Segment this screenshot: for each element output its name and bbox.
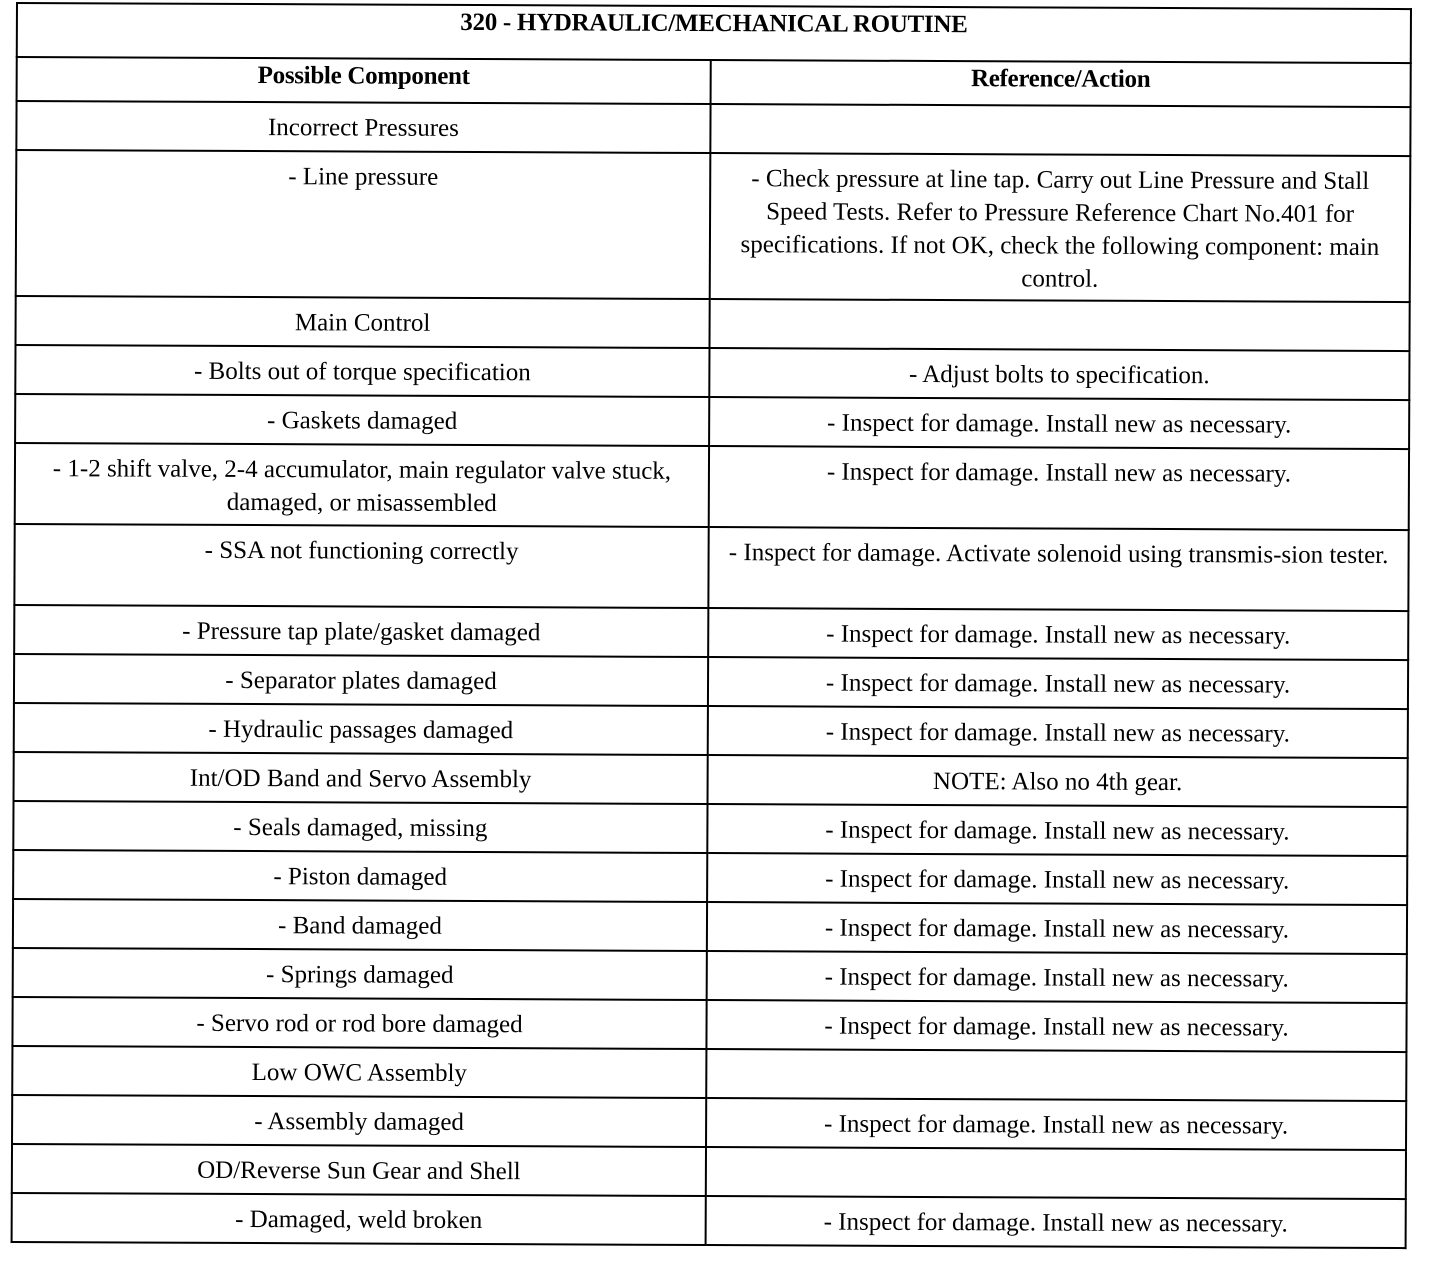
table-row [16,296,1410,351]
component-cell: - 1-2 shift valve, 2-4 accumulator, main regulator valve stuck, damaged, or misassembled [15,443,709,527]
action-cell: - Inspect for damage. Install new as necessary. [708,657,1408,709]
table-row [14,703,1408,758]
component-cell: - Pressure tap plate/gasket damaged [14,605,708,657]
action-cell: - Inspect for damage. Install new as necessary. [706,1098,1406,1150]
action-cell: - Inspect for damage. Install new as necessary. [707,804,1407,856]
routine-table [11,2,1412,1249]
table-row [13,899,1407,954]
table-row [12,1095,1406,1150]
table-row [13,948,1407,1003]
action-cell: - Inspect for damage. Install new as necessary. [707,902,1407,954]
action-cell: - Inspect for damage. Install new as necessary. [708,706,1408,758]
action-cell: - Inspect for damage. Install new as necessary. [706,1196,1406,1248]
action-cell [706,1147,1406,1199]
column-header-action: Reference/Action [711,60,1411,107]
component-cell: Incorrect Pressures [16,101,710,153]
component-cell: OD/Reverse Sun Gear and Shell [12,1144,706,1196]
action-cell: - Inspect for damage. Install new as necessary. [706,1000,1406,1052]
table-row [14,605,1408,660]
action-cell: - Inspect for damage. Install new as necessary. [708,608,1408,660]
component-cell: - Piston damaged [13,850,707,902]
table-row [15,345,1409,400]
table-row [13,850,1407,905]
component-cell: - Springs damaged [13,948,707,1000]
action-cell: - Inspect for damage. Install new as necessary. [707,853,1407,905]
component-cell: - Band damaged [13,899,707,951]
column-header-row [17,57,1411,107]
document-page [11,2,1410,1249]
action-cell [706,1049,1406,1101]
table-row [12,997,1406,1052]
table-row [14,654,1408,709]
table-row [15,394,1409,449]
component-cell: Main Control [16,296,710,348]
component-cell: - Seals damaged, missing [13,801,707,853]
component-cell: - Servo rod or rod bore damaged [12,997,706,1049]
column-header-component: Possible Component [17,57,711,104]
component-cell: Low OWC Assembly [12,1046,706,1098]
action-cell: - Check pressure at line tap. Carry out Line Pressure and Stall Speed Tests. Refer to Pressure Reference Chart No.401 for specifications. If not OK, check the following component: main control. [710,153,1411,302]
action-cell: - Inspect for damage. Install new as necessary. [709,446,1409,530]
action-cell [709,299,1409,351]
table-row [12,1046,1406,1101]
table-row [16,150,1411,302]
action-cell: - Inspect for damage. Install new as necessary. [707,951,1407,1003]
component-cell: - Damaged, weld broken [12,1193,706,1245]
component-cell: - Hydraulic passages damaged [14,703,708,755]
component-cell: - Separator plates damaged [14,654,708,706]
table-row [14,524,1408,611]
component-cell: - Bolts out of torque specification [15,345,709,397]
action-cell: - Inspect for damage. Activate solenoid using transmis-sion tester. [708,527,1408,611]
action-cell: NOTE: Also no 4th gear. [708,755,1408,807]
table-row [12,1144,1406,1199]
component-cell: - Assembly damaged [12,1095,706,1147]
title-row [17,3,1411,63]
table-row [16,101,1410,156]
table-row [14,752,1408,807]
action-cell: - Adjust bolts to specification. [709,348,1409,400]
action-cell [710,104,1410,156]
component-cell: - Line pressure [16,150,711,299]
component-cell: Int/OD Band and Servo Assembly [14,752,708,804]
table-row [13,801,1407,856]
action-cell: - Inspect for damage. Install new as necessary. [709,397,1409,449]
component-cell: - SSA not functioning correctly [14,524,708,608]
table-row [15,443,1409,530]
table-title: 320 - HYDRAULIC/MECHANICAL ROUTINE [17,3,1411,63]
component-cell: - Gaskets damaged [15,394,709,446]
table-row [12,1193,1406,1248]
